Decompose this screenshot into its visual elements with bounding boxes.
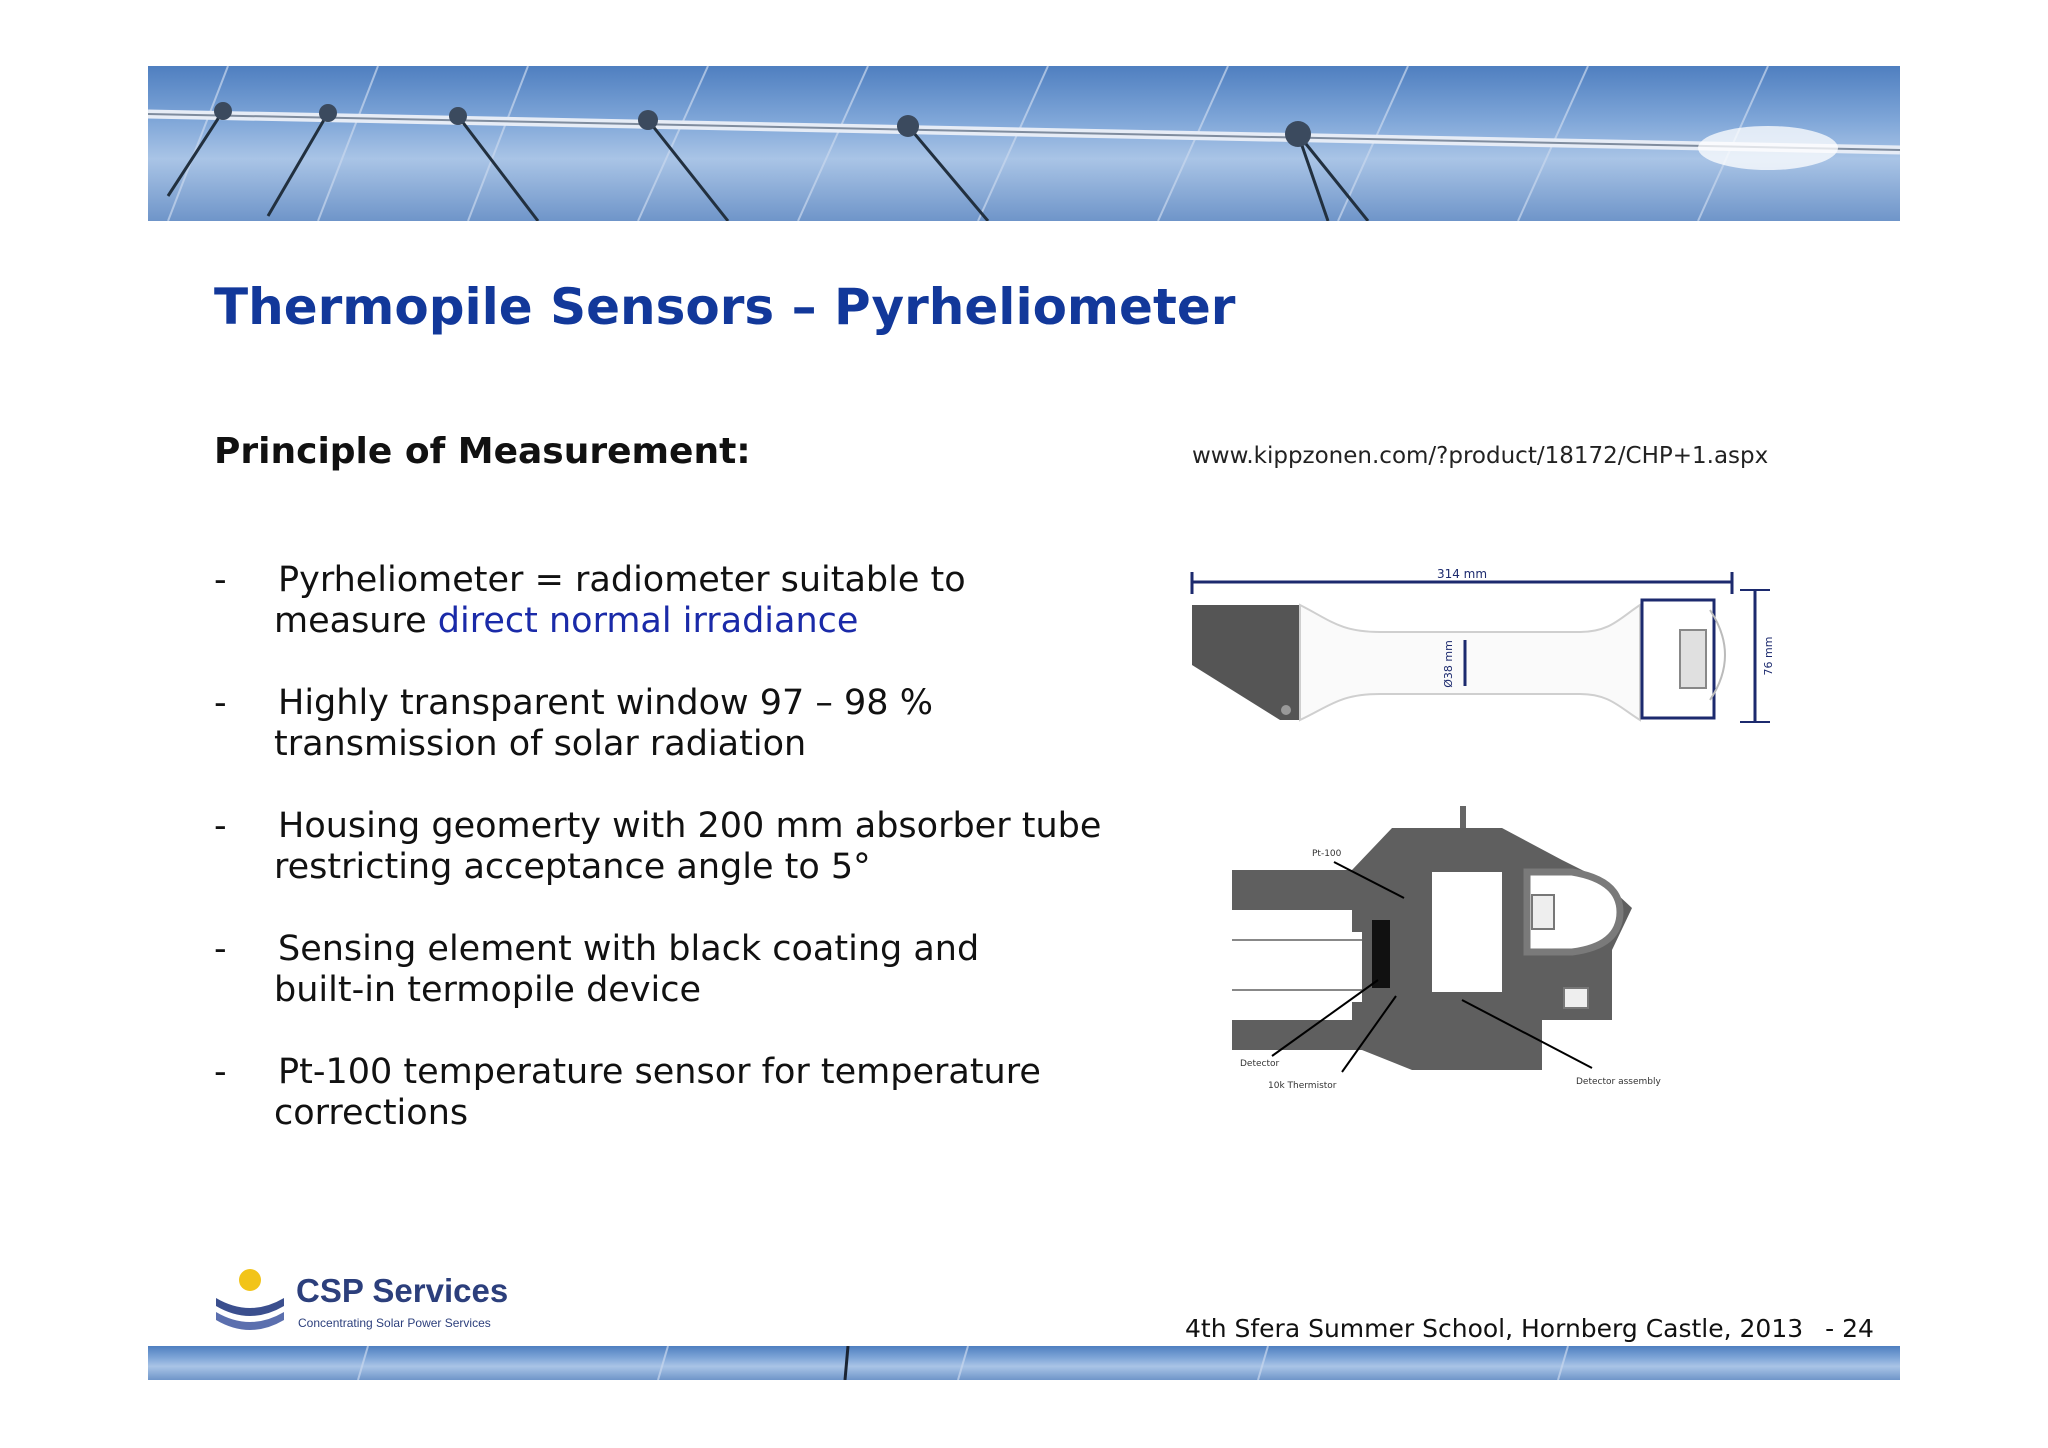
highlighted-term: direct normal irradiance — [437, 601, 859, 641]
footer-event: 4th Sfera Summer School, Hornberg Castle, 2013 — [1185, 1314, 1804, 1343]
bullet-text-continued: built-in termopile device — [274, 970, 702, 1010]
csp-services-logo — [212, 1264, 532, 1340]
source-url: www.kippzonen.com/?product/18172/CHP+1.aspx — [1192, 443, 1769, 469]
thermistor-label: 10k Thermistor — [1268, 1081, 1337, 1091]
bullet-dash: - — [214, 560, 227, 600]
bullet-text-continued — [274, 601, 1114, 642]
bullet-text-continued: transmission of solar radiation — [274, 724, 807, 764]
diameter-label: Ø38 mm — [1442, 640, 1455, 688]
footer-banner-image — [148, 1346, 1900, 1380]
list-item — [214, 683, 1114, 765]
bullet-text: Pyrheliometer = radiometer suitable to — [278, 560, 966, 600]
bullet-list — [214, 560, 1114, 1175]
detector-assembly-label: Detector assembly — [1576, 1077, 1661, 1087]
list-item — [214, 806, 1114, 888]
length-label: 314 mm — [1436, 567, 1488, 581]
bullet-text: Sensing element with black coating and — [278, 929, 980, 969]
bullet-dash: - — [214, 1052, 227, 1092]
pyrheliometer-dimension-drawing — [1180, 560, 1780, 740]
bullet-text: Pt-100 temperature sensor for temperature — [278, 1052, 1041, 1092]
bullet-text: Highly transparent window 97 – 98 % — [278, 683, 933, 723]
bullet-text-continued: restricting acceptance angle to 5° — [274, 847, 871, 887]
pt100-label: Pt-100 — [1312, 849, 1342, 859]
section-heading: Principle of Measurement: — [214, 431, 751, 472]
bullet-dash: - — [214, 683, 227, 723]
logo-mark-icon — [212, 1264, 288, 1340]
slide-title: Thermopile Sensors – Pyrheliometer — [214, 278, 1236, 336]
page-number: - 24 — [1825, 1314, 1874, 1343]
list-item — [214, 929, 1114, 1011]
footer — [1185, 1314, 1874, 1343]
logo-name: CSP Services — [296, 1272, 509, 1309]
detector-label: Detector — [1240, 1059, 1280, 1069]
pyrheliometer-cross-section-drawing — [1232, 800, 1692, 1100]
bullet-text: Housing geomerty with 200 mm absorber tube — [278, 806, 1102, 846]
list-item — [214, 1052, 1114, 1134]
bullet-dash: - — [214, 806, 227, 846]
header-banner-image — [148, 66, 1900, 221]
list-item — [214, 560, 1114, 642]
height-label: 76 mm — [1762, 636, 1775, 676]
logo-tagline: Concentrating Solar Power Services — [298, 1316, 491, 1330]
bullet-text-plain: measure — [274, 601, 438, 641]
bullet-text-continued: corrections — [274, 1093, 469, 1133]
bullet-dash: - — [214, 929, 227, 969]
